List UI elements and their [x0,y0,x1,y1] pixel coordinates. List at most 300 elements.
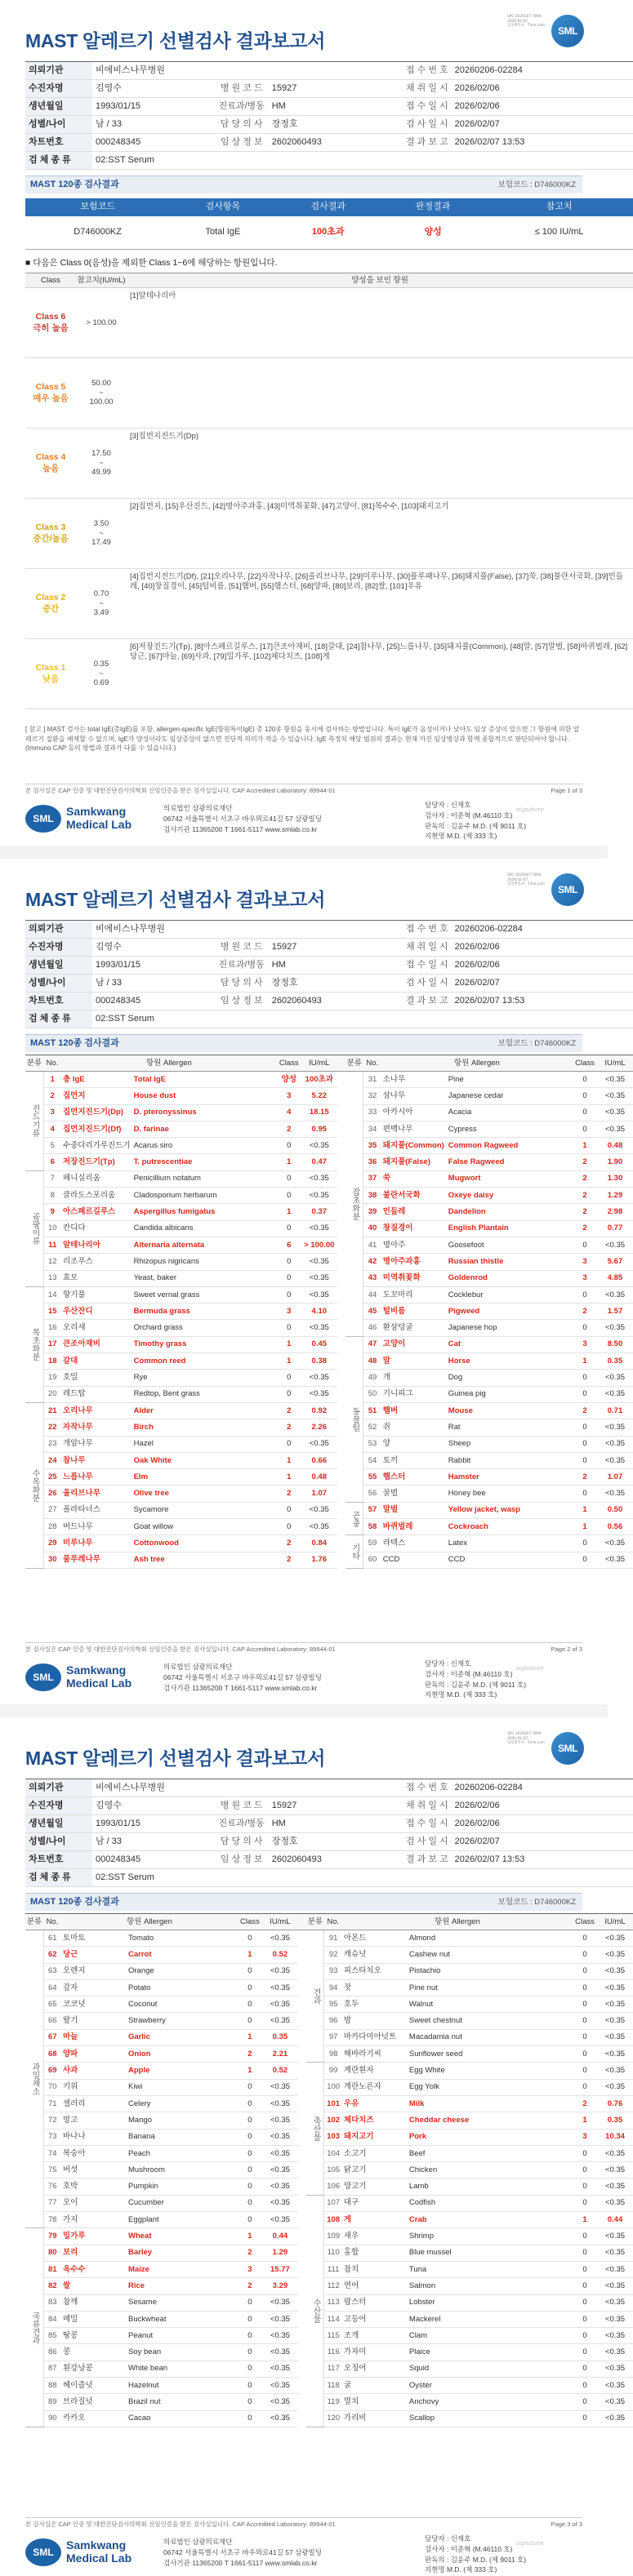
allergen-class: 양성 [277,1072,301,1088]
allergen-class: 2 [573,1188,597,1204]
insurance-code: 보험코드 : D746000KZ [497,180,576,189]
lab-name: Samkwang Medical Lab [66,805,132,831]
allergen-iu: <0.35 [301,1502,337,1518]
allergen-ko: 소나무 [381,1072,447,1088]
allergen-no: 79 [43,2228,61,2245]
col-gap [337,1386,345,1402]
lab-address: 의료법인 삼광의료재단 06742 서울특별시 서초구 바우뫼로41길 57 삼광빌딩 검사기관 11365200 T 1661-5117 www.smlab.co.kr [163,1663,322,1692]
allergen-iu: <0.35 [301,1320,337,1336]
category-label: 곤충 [345,1502,363,1535]
table-row [25,1419,633,1436]
allergen-class: 1 [573,1353,597,1370]
allergen-en: Lobster [408,2294,573,2311]
col-gap [337,1154,345,1170]
allergen-class: 3 [238,2261,262,2277]
category-label: 곰팡이류 [25,1170,43,1286]
col-allergen: 항원 Allergen [61,1055,277,1072]
col-gap [298,2063,306,2079]
allergen-en: Maize [127,2261,238,2277]
allergen-class: 3 [573,1254,597,1270]
reference-note: [ 참고 ] MAST 검사는 total IgE(총IgE)를 포함, allergen-specific IgE(항원특이IgE) 총 120종 항원을 동시에 검사하는 방법입니다. 특이 IgE가 음성이거나 낮아도 임상 증상이 있으면 그 항원에 의한 알레르기 질환을 배제할 수 없으며, IgE가 양성이라도 임상증상이 없으면 진단적 의미가 적을 수 있습니다. IgE 측정치 해당 범위의 결과는 현재 가진 임상병상과 함께 종합적으로 판단되어야 합니다. (Immuno CAP 등의 방법과 결과가 다를 수 있습니다.) [25,726,580,753]
allergen-en: Carrot [127,1947,238,1963]
allergen-iu: <0.35 [262,2195,298,2211]
allergen-ko: 햄스터 [381,1469,447,1486]
allergen-no: 95 [324,1996,342,2013]
page-title: MAST 알레르기 선별검사 결과보고서 [25,30,326,51]
patient-info-row [25,1010,633,1028]
class-row [25,288,633,358]
allergen-en: Total IgE [132,1072,277,1088]
col-gap [298,2278,306,2294]
class-row [25,569,633,639]
allergen-no: 73 [43,2129,61,2145]
allergen-class: 0 [277,1386,301,1402]
table-row [25,2228,633,2245]
table-row [25,1104,633,1121]
signature-stamp: signature [516,806,544,813]
allergen-class: 0 [573,1286,597,1303]
patient-info-table [25,1779,633,1887]
allergen-iu: <0.35 [597,2394,633,2410]
allergen-en: Oak White [132,1452,277,1468]
allergen-ko: 고양이 [381,1336,447,1352]
page-number: Page 2 of 3 [551,1646,582,1653]
allergen-class: 2 [277,1552,301,1568]
col-class: Class [25,273,76,288]
allergen-en: Acarus siro [132,1138,277,1154]
info-label: 결 과 보 고 [403,1851,452,1869]
allergen-no: 55 [363,1469,381,1486]
allergen-no: 15 [43,1304,61,1320]
allergen-en: Milk [408,2095,573,2112]
allergen-ko: 햄버 [381,1402,447,1419]
allergen-en: Squid [408,2361,573,2377]
allergen-class: 0 [573,2311,597,2327]
summary-header: 검사결과 [276,198,381,216]
allergen-en: Shrimp [408,2228,573,2245]
allergen-class: 0 [573,2178,597,2195]
allergen-no: 80 [43,2245,61,2261]
table-row [25,2311,633,2327]
allergen-iu: <0.35 [262,2311,298,2327]
allergen-iu: 5.22 [301,1088,337,1104]
allergen-class: 1 [573,1502,597,1518]
allergen-iu: 0.48 [301,1469,337,1486]
info-value: 비에비스나무병원 [92,62,403,80]
summary-cell: 양성 [381,216,485,249]
class-row [25,429,633,499]
allergen-no: 20 [43,1386,61,1402]
col-gap [298,2046,306,2063]
col-category: 분류 [25,1914,43,1930]
allergen-class: 0 [238,2378,262,2394]
section-header [25,175,582,193]
allergen-class: 3 [277,1088,301,1104]
patient-info-row [25,80,633,98]
allergen-en: Chicken [408,2162,573,2178]
col-class: Class [238,1914,262,1930]
table-row [25,2145,633,2161]
allergen-en: Cypress [447,1121,573,1137]
allergen-class: 2 [238,2245,262,2261]
table-row [25,1519,633,1535]
table-row [25,2195,633,2211]
allergen-iu: <0.35 [597,1286,633,1303]
allergen-iu: <0.35 [597,1947,633,1963]
table-row [25,1336,633,1352]
info-value: 15927 [269,1797,403,1815]
allergen-no: 64 [43,1979,61,1996]
table-row [25,2046,633,2063]
allergen-en: Tuna [408,2261,573,2277]
col-gap [298,2112,306,2129]
allergen-en: Scallop [408,2410,573,2427]
info-value: 2602060493 [269,134,403,152]
allergen-class: 0 [573,2378,597,2394]
allergen-ko: 콩 [61,2344,127,2361]
patient-info-row [25,116,633,134]
info-value: 20260206-02284 [452,1779,633,1797]
allergen-no: 106 [324,2178,342,2195]
allergen-en: Crab [408,2212,573,2228]
col-gap [298,2079,306,2095]
table-row [25,2029,633,2045]
info-value: 2026/02/06 [452,98,633,116]
patient-info-row [25,975,633,993]
allergen-iu: 4.85 [597,1270,633,1286]
accreditation-note: 본 검사실은 CAP 인증 및 대한진단검사의학회 신임인증을 받은 검사실입니다. CAP Accredited Laboratory: 89944-01 Page 2 of 3 [25,1646,582,1653]
allergen-class: 3 [573,2129,597,2145]
col-gap [337,1519,345,1535]
table-row [25,2063,633,2079]
patient-info-row [25,1815,633,1833]
allergen-ko: 버드나무 [61,1519,132,1535]
allergen-ko: 캐슈넛 [342,1947,408,1963]
allergen-ko: 아몬드 [342,1930,408,1947]
allergen-iu: 1.07 [597,1469,633,1486]
allergen-iu: 0.52 [262,2063,298,2079]
allergen-en: Orange [127,1963,238,1979]
allergen-class: 0 [238,2162,262,2178]
allergen-no: 101 [324,2095,342,2112]
patient-info-row [25,152,633,170]
allergen-iu: <0.35 [597,2195,633,2211]
allergen-ko: 우유 [342,2095,408,2112]
col-gap [298,2410,306,2427]
allergen-en: Oxeye daisy [447,1188,573,1204]
allergen-iu: 0.76 [597,2095,633,2112]
allergen-en: Wheat [127,2228,238,2245]
allergen-iu: 0.45 [301,1336,337,1352]
allergen-no: 31 [363,1072,381,1088]
allergen-en: Olive tree [132,1486,277,1502]
allergen-class: 2 [573,1154,597,1170]
info-value: 남 / 33 [92,975,215,993]
allergen-iu: <0.35 [262,2013,298,2029]
allergen-no: 77 [43,2195,61,2211]
allergen-iu: <0.35 [597,1930,633,1947]
allergen-no: 66 [43,2013,61,2029]
allergen-iu: <0.35 [262,2344,298,2361]
allergen-class: 2 [238,2046,262,2063]
insurance-code: 보험코드 : D746000KZ [497,1039,576,1048]
allergen-en: Beef [408,2145,573,2161]
allergen-no: 62 [43,1947,61,1963]
table-row [25,1220,633,1237]
allergen-class: 0 [573,1452,597,1468]
allergen-iu: <0.35 [301,1170,337,1187]
allergen-class: 0 [573,2029,597,2045]
allergen-no: 69 [43,2063,61,2079]
lab-logo [25,1662,140,1694]
col-no: No. [43,1914,61,1930]
col-gap [298,1963,306,1979]
info-label: 결 과 보 고 [403,993,452,1010]
allergen-class: 0 [573,2063,597,2079]
table-row [25,2079,633,2095]
allergen-ko: 호밀 [61,1370,132,1386]
col-no: No. [43,1055,61,1072]
allergen-iu: <0.35 [262,2112,298,2129]
allergen-no: 54 [363,1452,381,1468]
allergen-ko: 레드탑 [61,1386,132,1402]
allergen-iu: 0.44 [262,2228,298,2245]
allergen-en: Banana [127,2129,238,2145]
col-gap [298,2361,306,2377]
info-label: 담 당 의 사 [215,1833,269,1851]
allergen-iu: 0.77 [597,1220,633,1237]
col-gap [337,1188,345,1204]
allergen-iu: <0.35 [597,2178,633,2195]
allergen-class: 0 [573,2410,597,2427]
allergen-iu: 1.76 [301,1552,337,1568]
allergen-ko: 오렌지 [61,1963,127,1979]
info-value: 1993/01/15 [92,98,215,116]
allergen-class: 0 [238,1930,262,1947]
report-page-3 [0,1717,626,2576]
allergen-no: 49 [363,1370,381,1386]
col-iu: IU/mL [301,1055,337,1072]
info-label: 진료과/병동 [215,957,269,975]
allergen-ko: 체다치즈 [342,2112,408,2129]
col-gap [298,2245,306,2261]
allergen-ko: 멸치 [342,2394,408,2410]
summary-header: 보험코드 [25,198,170,216]
allergen-iu: <0.35 [262,2178,298,2195]
table-row [25,2378,633,2394]
allergen-en: Almond [408,1930,573,1947]
sml-logo: SML [551,1732,584,1765]
info-value: 2026/02/06 [452,1797,633,1815]
allergen-class: 2 [573,1204,597,1220]
col-no: No. [363,1055,381,1072]
allergen-class: 0 [573,1930,597,1947]
allergen-ko: 버섯 [61,2162,127,2178]
allergen-ko: 페니실리움 [61,1170,132,1187]
info-label: 진료과/병동 [215,98,269,116]
col-iu: IU/mL [597,1914,633,1930]
allergen-en: Rat [447,1419,573,1436]
allergen-en: Macadamia nut [408,2029,573,2045]
info-label: 채 취 일 시 [403,1797,452,1815]
allergen-class: 1 [238,1947,262,1963]
table-row [25,2294,633,2311]
page-gap [0,1704,608,1717]
allergen-ko: 큰조아재비 [61,1336,132,1352]
allergen-iu: <0.35 [597,1320,633,1336]
allergen-class: 1 [573,2112,597,2129]
allergen-no: 41 [363,1237,381,1253]
info-label: 병 원 코 드 [215,1797,269,1815]
allergen-class: 0 [238,2410,262,2427]
info-label: 검 체 종 류 [25,1869,92,1887]
category-label: 수산물 [306,2195,324,2427]
class-ref: 50.00 ~ 100.00 [76,358,127,429]
allergen-no: 61 [43,1930,61,1947]
col-allergen: 항원 Allergen [61,1914,238,1930]
table-row [25,1386,633,1402]
allergen-class: 0 [573,2195,597,2211]
col-allergen: 항원 Allergen [381,1055,573,1072]
allergen-iu: <0.35 [262,2162,298,2178]
col-allergen: 항원 Allergen [342,1914,573,1930]
allergen-ko: 홍합 [342,2245,408,2261]
allergen-en: Coconut [127,1996,238,2013]
allergen-iu: <0.35 [597,1535,633,1552]
page-gap [0,846,608,859]
col-category: 분류 [306,1914,324,1930]
allergen-en: Strawberry [127,2013,238,2029]
allergen-iu: 0.35 [597,2112,633,2129]
info-value: 2602060493 [269,993,403,1010]
info-label: 접 수 일 시 [403,957,452,975]
info-label: 검 사 일 시 [403,975,452,993]
table-row [25,1452,633,1468]
allergen-en: Cottonwood [132,1535,277,1552]
allergen-en: Russian thistle [447,1254,573,1270]
allergen-iu: <0.35 [262,2410,298,2427]
allergen-en: Mouse [447,1402,573,1419]
allergen-iu: <0.35 [301,1138,337,1154]
info-label: 수진자명 [25,939,92,957]
allergen-ko: 마카다미아넛트 [342,2029,408,2045]
allergen-ko: 꿀벌 [381,1486,447,1502]
allergen-class: 3 [573,1270,597,1286]
allergen-iu: <0.35 [262,1979,298,1996]
col-gap [337,1104,345,1121]
allergen-no: 84 [43,2311,61,2327]
allergen-no: 82 [43,2278,61,2294]
allergen-iu: <0.35 [597,2378,633,2394]
info-label: 접 수 일 시 [403,98,452,116]
allergen-en: Sunflower seed [408,2046,573,2063]
allergen-class: 0 [573,2344,597,2361]
allergen-iu: <0.35 [301,1386,337,1402]
allergen-iu: <0.35 [597,2344,633,2361]
col-gap [298,2294,306,2311]
allergen-class: 0 [573,2046,597,2063]
allergen-ko: 미역취꽃화 [381,1270,447,1286]
allergen-class: 6 [277,1237,301,1253]
class-allergens [127,358,633,429]
allergen-iu: <0.35 [597,1088,633,1104]
allergen-no: 113 [324,2294,342,2311]
col-gap [337,1452,345,1468]
class-note: ■ 다음은 Class 0(음성)을 제외한 Class 1~6에 해당하는 항원입니다. [25,258,278,268]
info-label: 의뢰기관 [25,921,92,939]
allergen-ko: 당근 [61,1947,127,1963]
allergen-no: 34 [363,1121,381,1137]
allergen-ko: 가리비 [342,2410,408,2427]
table-row [25,1237,633,1253]
col-gap [298,2195,306,2211]
allergen-class: 2 [277,1419,301,1436]
allergen-en: English Plantain [447,1220,573,1237]
info-value: 2026/02/07 13:53 [452,1851,633,1869]
summary-header: 참고치 [485,198,633,216]
col-gap [337,1072,345,1088]
allergen-iu: 18.15 [301,1104,337,1121]
allergen-no: 115 [324,2328,342,2344]
allergen-iu: 4.10 [301,1304,337,1320]
allergen-ko: CCD [381,1552,447,1568]
col-gap [337,1237,345,1253]
allergen-no: 26 [43,1486,61,1502]
allergen-en: Lamb [408,2178,573,2195]
info-label: 임 상 정 보 [215,134,269,152]
allergen-no: 91 [324,1930,342,1947]
allergen-no: 30 [43,1552,61,1568]
allergen-no: 74 [43,2145,61,2161]
info-label: 생년월일 [25,957,92,975]
allergen-iu: <0.35 [597,1436,633,1452]
allergen-iu: 2.26 [301,1419,337,1436]
patient-info-row [25,98,633,116]
allergen-class: 0 [277,1188,301,1204]
info-value: 1993/01/15 [92,957,215,975]
info-value: 2026/02/07 [452,1833,633,1851]
col-gap [337,1088,345,1104]
allergen-en: House dust [132,1088,277,1104]
table-row [25,2162,633,2178]
allergen-no: 11 [43,1237,61,1253]
col-gap [337,1304,345,1320]
class-table [25,273,633,709]
allergen-ko: 호박 [61,2178,127,2195]
allergen-iu: 0.35 [262,2029,298,2045]
info-value: 2026/02/06 [452,957,633,975]
info-value: 2602060493 [269,1851,403,1869]
allergen-en: Mackerel [408,2311,573,2327]
allergen-no: 117 [324,2361,342,2377]
allergen-en: Apple [127,2063,238,2079]
table-row [25,1535,633,1552]
allergen-en: Japanese cedar [447,1088,573,1104]
allergen-no: 21 [43,1402,61,1419]
footer-divider [25,2517,582,2518]
allergen-no: 105 [324,2162,342,2178]
allergen-en: Garlic [127,2029,238,2045]
allergen-class: 0 [238,2129,262,2145]
table-row [25,1204,633,1220]
summary-table [25,198,633,250]
allergen-iu: <0.35 [301,1286,337,1303]
allergen-class: 2 [277,1402,301,1419]
allergen-no: 112 [324,2278,342,2294]
allergen-iu: <0.35 [262,2361,298,2377]
allergen-class: 1 [238,2029,262,2045]
allergen-ko: 편백나무 [381,1121,447,1137]
